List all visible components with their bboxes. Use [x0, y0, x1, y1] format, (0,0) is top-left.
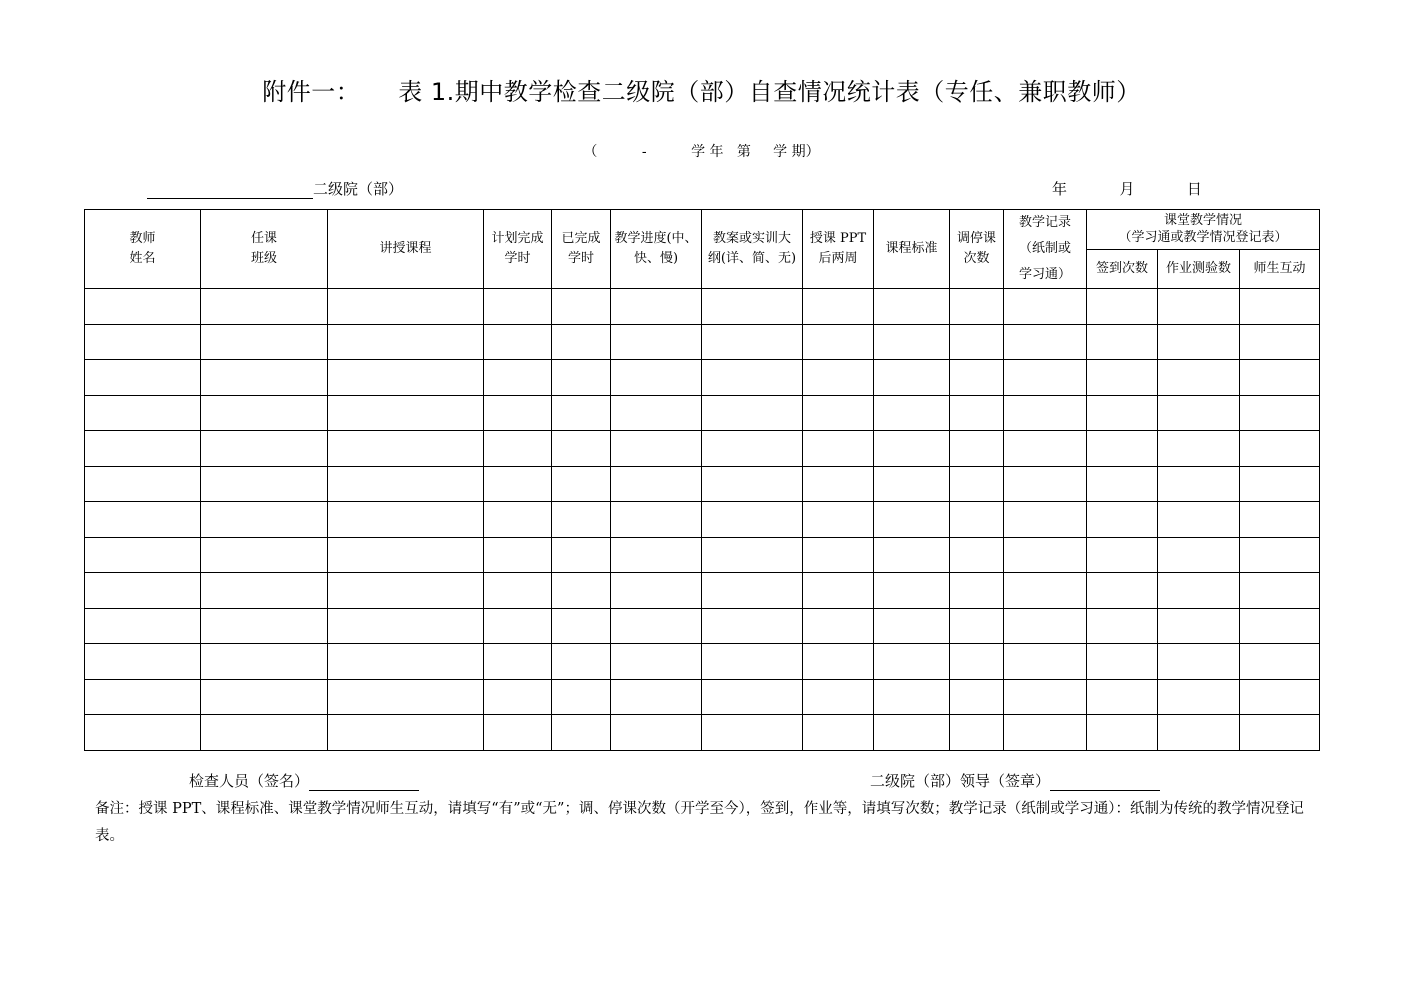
- header-course: 讲授课程: [328, 210, 484, 289]
- table-cell[interactable]: [1004, 537, 1087, 573]
- table-cell[interactable]: [803, 537, 874, 573]
- table-row: [85, 431, 1320, 467]
- table-cell[interactable]: [484, 324, 552, 360]
- table-cell[interactable]: [803, 644, 874, 680]
- table-cell[interactable]: [484, 715, 552, 751]
- table-cell[interactable]: [552, 679, 611, 715]
- table-cell[interactable]: [1004, 431, 1087, 467]
- table-cell[interactable]: [85, 324, 201, 360]
- table-row: [85, 289, 1320, 325]
- table-cell[interactable]: [950, 431, 1004, 467]
- table-cell[interactable]: [484, 679, 552, 715]
- table-cell[interactable]: [85, 289, 201, 325]
- table-cell[interactable]: [1158, 324, 1240, 360]
- leader-signature: [870, 770, 1160, 791]
- table-cell[interactable]: [85, 502, 201, 538]
- table-cell[interactable]: [611, 537, 702, 573]
- table-cell[interactable]: [85, 573, 201, 609]
- table-cell[interactable]: [803, 502, 874, 538]
- table-cell[interactable]: [484, 537, 552, 573]
- inspector-signature: [189, 770, 419, 791]
- table-cell[interactable]: [1004, 644, 1087, 680]
- table-cell[interactable]: [1240, 537, 1320, 573]
- table-cell[interactable]: [1087, 395, 1158, 431]
- table-cell[interactable]: [85, 537, 201, 573]
- table-cell[interactable]: [1158, 715, 1240, 751]
- inspector-signature-blank[interactable]: [309, 770, 419, 791]
- table-cell[interactable]: [950, 395, 1004, 431]
- table-cell[interactable]: [1158, 360, 1240, 396]
- table-cell[interactable]: [552, 573, 611, 609]
- table-cell[interactable]: [803, 324, 874, 360]
- table-cell[interactable]: [950, 289, 1004, 325]
- header-teacher-name: 教师 姓名: [85, 210, 201, 289]
- table-cell[interactable]: [611, 360, 702, 396]
- table-cell[interactable]: [803, 679, 874, 715]
- table-cell[interactable]: [328, 644, 484, 680]
- header-classroom-group: 课堂教学情况 （学习通或教学情况登记表）: [1087, 210, 1320, 250]
- table-cell[interactable]: [702, 537, 803, 573]
- table-cell[interactable]: [702, 573, 803, 609]
- table-cell[interactable]: [484, 502, 552, 538]
- document-title: [0, 72, 1403, 107]
- table-cell[interactable]: [803, 395, 874, 431]
- table-cell[interactable]: [803, 289, 874, 325]
- table-cell[interactable]: [803, 715, 874, 751]
- table-cell[interactable]: [484, 608, 552, 644]
- table-cell[interactable]: [1158, 679, 1240, 715]
- table-cell[interactable]: [702, 289, 803, 325]
- department-blank[interactable]: [147, 180, 313, 199]
- table-cell[interactable]: [702, 324, 803, 360]
- table-row: [85, 644, 1320, 680]
- table-cell[interactable]: [1004, 466, 1087, 502]
- table-cell[interactable]: [85, 679, 201, 715]
- table-cell[interactable]: [1004, 289, 1087, 325]
- table-cell[interactable]: [552, 431, 611, 467]
- header-teaching-record: 教学记录 （纸制或 学习通）: [1004, 210, 1087, 289]
- table-cell[interactable]: [1240, 431, 1320, 467]
- table-cell[interactable]: [85, 644, 201, 680]
- remarks-note: 备注：授课 PPT、课程标准、课堂教学情况师生互动，请填写“有”或“无”；调、停课次数（开学至今），签到，作业等，请填写次数；教学记录（纸制或学习通）：纸制为传统的教学情况登记表。: [95, 801, 1304, 844]
- table-cell[interactable]: [1158, 466, 1240, 502]
- table-cell[interactable]: [484, 644, 552, 680]
- table-cell[interactable]: [552, 502, 611, 538]
- table-cell[interactable]: [328, 431, 484, 467]
- table-cell[interactable]: [1087, 324, 1158, 360]
- table-cell[interactable]: [484, 466, 552, 502]
- header-completed-hours: 已完成 学时: [552, 210, 611, 289]
- table-cell[interactable]: [1240, 502, 1320, 538]
- table-cell[interactable]: [552, 324, 611, 360]
- table-cell[interactable]: [1087, 715, 1158, 751]
- header-lesson-plan: 教案或实训大 纲(详、简、无): [702, 210, 803, 289]
- table-cell[interactable]: [1158, 395, 1240, 431]
- table-cell[interactable]: [803, 608, 874, 644]
- table-row: [85, 466, 1320, 502]
- table-cell[interactable]: [328, 608, 484, 644]
- table-cell[interactable]: [328, 324, 484, 360]
- table-cell[interactable]: [85, 431, 201, 467]
- table-cell[interactable]: [611, 466, 702, 502]
- table-cell[interactable]: [201, 573, 328, 609]
- table-cell[interactable]: [328, 715, 484, 751]
- table-cell[interactable]: [1087, 502, 1158, 538]
- table-cell[interactable]: [201, 644, 328, 680]
- table-cell[interactable]: [328, 466, 484, 502]
- table-cell[interactable]: [85, 360, 201, 396]
- inspector-label: 检查人员（签名）: [189, 772, 310, 790]
- table-cell[interactable]: [1004, 502, 1087, 538]
- table-cell[interactable]: [702, 644, 803, 680]
- table-row: [85, 395, 1320, 431]
- table-cell[interactable]: [950, 715, 1004, 751]
- table-cell[interactable]: [1004, 608, 1087, 644]
- table-cell[interactable]: [611, 715, 702, 751]
- table-cell[interactable]: [702, 360, 803, 396]
- table-cell[interactable]: [552, 608, 611, 644]
- table-cell[interactable]: [1158, 502, 1240, 538]
- table-cell[interactable]: [484, 395, 552, 431]
- table-cell[interactable]: [611, 395, 702, 431]
- table-cell[interactable]: [552, 289, 611, 325]
- table-cell[interactable]: [1158, 537, 1240, 573]
- table-cell[interactable]: [328, 573, 484, 609]
- table-cell[interactable]: [552, 360, 611, 396]
- table-cell[interactable]: [552, 537, 611, 573]
- table-cell[interactable]: [1087, 608, 1158, 644]
- table-cell[interactable]: [702, 502, 803, 538]
- table-cell[interactable]: [201, 466, 328, 502]
- table-cell[interactable]: [950, 573, 1004, 609]
- table-cell[interactable]: [611, 289, 702, 325]
- table-row: [85, 715, 1320, 751]
- table-cell[interactable]: [1087, 573, 1158, 609]
- table-cell[interactable]: [702, 395, 803, 431]
- table-cell[interactable]: [874, 644, 950, 680]
- table-cell[interactable]: [328, 395, 484, 431]
- table-cell[interactable]: [1240, 608, 1320, 644]
- leader-label: 二级院（部）领导（签章）: [870, 772, 1051, 790]
- header-planned-hours: 计划完成 学时: [484, 210, 552, 289]
- header-class: 任课 班级: [201, 210, 328, 289]
- table-cell[interactable]: [85, 395, 201, 431]
- table-cell[interactable]: [328, 360, 484, 396]
- table-cell[interactable]: [1240, 466, 1320, 502]
- header-signin-count: 签到次数: [1087, 249, 1158, 289]
- table-cell[interactable]: [874, 679, 950, 715]
- table-cell[interactable]: [85, 608, 201, 644]
- table-cell[interactable]: [552, 644, 611, 680]
- table-row: [85, 324, 1320, 360]
- table-cell[interactable]: [201, 679, 328, 715]
- table-cell[interactable]: [611, 608, 702, 644]
- table-cell[interactable]: [1158, 608, 1240, 644]
- table-cell[interactable]: [611, 573, 702, 609]
- table-cell[interactable]: [552, 715, 611, 751]
- table-cell[interactable]: [1240, 289, 1320, 325]
- table-cell[interactable]: [874, 502, 950, 538]
- table-cell[interactable]: [1004, 395, 1087, 431]
- table-cell[interactable]: [1240, 324, 1320, 360]
- table-title: 表 1.期中教学检查二级院（部）自查情况统计表（专任、兼职教师）: [398, 78, 1141, 106]
- table-cell[interactable]: [803, 573, 874, 609]
- table-cell[interactable]: [201, 324, 328, 360]
- table-row: [85, 360, 1320, 396]
- table-cell[interactable]: [1240, 679, 1320, 715]
- table-cell[interactable]: [874, 573, 950, 609]
- table-cell[interactable]: [201, 537, 328, 573]
- table-cell[interactable]: [201, 715, 328, 751]
- table-cell[interactable]: [328, 502, 484, 538]
- table-cell[interactable]: [1158, 289, 1240, 325]
- table-cell[interactable]: [702, 431, 803, 467]
- table-cell[interactable]: [950, 644, 1004, 680]
- table-cell[interactable]: [1004, 679, 1087, 715]
- table-cell[interactable]: [874, 395, 950, 431]
- table-cell[interactable]: [874, 715, 950, 751]
- table-cell[interactable]: [1240, 395, 1320, 431]
- table-cell[interactable]: [1004, 573, 1087, 609]
- table-cell[interactable]: [702, 715, 803, 751]
- table-cell[interactable]: [484, 360, 552, 396]
- table-cell[interactable]: [328, 537, 484, 573]
- table-cell[interactable]: [1087, 679, 1158, 715]
- header-interaction: 师生互动: [1240, 249, 1320, 289]
- table-cell[interactable]: [1240, 360, 1320, 396]
- table-cell[interactable]: [1087, 289, 1158, 325]
- table-cell[interactable]: [1087, 466, 1158, 502]
- table-cell[interactable]: [950, 324, 1004, 360]
- department-field: [147, 178, 403, 199]
- table-cell[interactable]: [1240, 644, 1320, 680]
- table-row: [85, 537, 1320, 573]
- table-cell[interactable]: [950, 608, 1004, 644]
- header-ppt: 授课 PPT 后两周: [803, 210, 874, 289]
- table-cell[interactable]: [702, 466, 803, 502]
- table-cell[interactable]: [1158, 431, 1240, 467]
- table-cell[interactable]: [950, 466, 1004, 502]
- table-cell[interactable]: [1087, 431, 1158, 467]
- table-cell[interactable]: [611, 644, 702, 680]
- table-cell[interactable]: [1158, 573, 1240, 609]
- table-row: [85, 573, 1320, 609]
- header-row-1: [85, 210, 1320, 250]
- table-cell[interactable]: [950, 679, 1004, 715]
- statistics-table: [84, 209, 1320, 751]
- table-cell[interactable]: [484, 431, 552, 467]
- leader-signature-blank[interactable]: [1050, 770, 1160, 791]
- table-cell[interactable]: [201, 431, 328, 467]
- table-row: [85, 608, 1320, 644]
- table-cell[interactable]: [328, 679, 484, 715]
- table-cell[interactable]: [803, 466, 874, 502]
- table-cell[interactable]: [1240, 715, 1320, 751]
- academic-term-line: （ - 学 年 第 学 期）: [583, 144, 820, 160]
- header-course-standard: 课程标准: [874, 210, 950, 289]
- attachment-label: 附件一：: [262, 78, 361, 106]
- table-cell[interactable]: [552, 395, 611, 431]
- header-adjust-count: 调停课 次数: [950, 210, 1004, 289]
- table-cell[interactable]: [874, 466, 950, 502]
- date-field: 年 月 日: [1052, 180, 1202, 198]
- table-cell[interactable]: [874, 289, 950, 325]
- header-progress: 教学进度(中、 快、慢): [611, 210, 702, 289]
- table-cell[interactable]: [874, 608, 950, 644]
- table-cell[interactable]: [201, 395, 328, 431]
- table-cell[interactable]: [1087, 360, 1158, 396]
- table-cell[interactable]: [201, 608, 328, 644]
- table-cell[interactable]: [874, 360, 950, 396]
- department-label: 二级院（部）: [313, 180, 404, 198]
- table-row: [85, 679, 1320, 715]
- table-cell[interactable]: [201, 502, 328, 538]
- table-cell[interactable]: [1240, 573, 1320, 609]
- table-cell[interactable]: [611, 679, 702, 715]
- table-cell[interactable]: [85, 715, 201, 751]
- table-cell[interactable]: [201, 360, 328, 396]
- table-cell[interactable]: [874, 324, 950, 360]
- table-cell[interactable]: [950, 360, 1004, 396]
- table-cell[interactable]: [484, 573, 552, 609]
- table-cell[interactable]: [1004, 324, 1087, 360]
- table-cell[interactable]: [328, 289, 484, 325]
- table-cell[interactable]: [1004, 715, 1087, 751]
- table-body: [85, 289, 1320, 751]
- table-cell[interactable]: [85, 466, 201, 502]
- table-cell[interactable]: [201, 289, 328, 325]
- table-cell[interactable]: [1004, 360, 1087, 396]
- table-cell[interactable]: [1158, 644, 1240, 680]
- table-cell[interactable]: [874, 431, 950, 467]
- table-cell[interactable]: [552, 466, 611, 502]
- table-cell[interactable]: [1087, 644, 1158, 680]
- table-row: [85, 502, 1320, 538]
- table-cell[interactable]: [611, 502, 702, 538]
- header-homework-count: 作业测验数: [1158, 249, 1240, 289]
- table-cell[interactable]: [803, 360, 874, 396]
- table-cell[interactable]: [611, 324, 702, 360]
- table-cell[interactable]: [484, 289, 552, 325]
- table-cell[interactable]: [950, 537, 1004, 573]
- table-cell[interactable]: [611, 431, 702, 467]
- table-cell[interactable]: [1087, 537, 1158, 573]
- table-cell[interactable]: [702, 679, 803, 715]
- table-cell[interactable]: [702, 608, 803, 644]
- table-cell[interactable]: [950, 502, 1004, 538]
- table-cell[interactable]: [874, 537, 950, 573]
- table-cell[interactable]: [803, 431, 874, 467]
